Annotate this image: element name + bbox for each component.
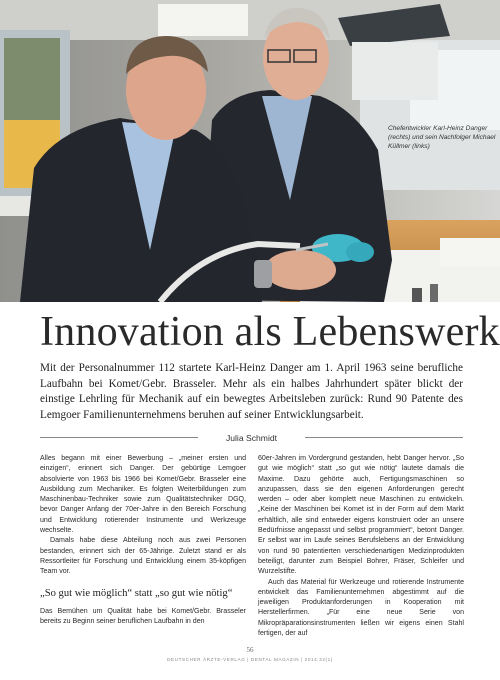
photo-caption: Chefentwickler Karl-Heinz Danger (rechts) und sein Nachfolger Michael Küllmer (links) xyxy=(388,125,496,150)
body-paragraph: 60er-Jahren im Vordergrund gestanden, hebt Danger hervor. „So gut wie möglich“ statt „so gut wie nötig“ lautete damals die Maxime. Dazu gehörte auch, Fertigungsmaschinen so anzupassen, dass sie den eigenen Anforderungen gerecht werden – oder aber komplett neue Maschinen zu entwickeln. „Keine der Maschinen bei Komet ist in der Form auf dem Markt erhältlich, alle sind entweder eigens konstruiert oder an unsere Bedürfnisse angepasst und selbst programmiert“, betont Danger. Er selbst war im Laufe seines Berufslebens an der Entwicklung von rund 90 patentierten verschiedenartigen Medizinprodukten beteiligt, darunter zum Beispiel Bohrer, Fräser, Schleifer und Wurzelstifte. xyxy=(258,455,464,576)
body-column-right xyxy=(258,454,464,639)
page-number: 56 xyxy=(246,646,254,654)
article-photo xyxy=(0,0,500,302)
body-paragraph: Das Bemühen um Qualität habe bei Komet/Gebr. Brasseler bereits zu Beginn seiner beruflichen Laufbahn in den xyxy=(40,607,246,625)
page-footer: DEUTSCHER ÄRZTE-VERLAG | DENTAL MAGAZIN | 2014;32(1) xyxy=(167,657,333,662)
section-subheading: „So gut wie möglich“ statt „so gut wie nötig“ xyxy=(40,587,233,599)
author-byline: Julia Schmidt xyxy=(225,433,278,443)
body-paragraph: Alles begann mit einer Bewerbung – „meiner ersten und einzigen“, erinnert sich Danger. Der gebürtige Lemgoer absolvierte von 1963 bis 1966 bei Komet/Gebr. Brasseler eine Ausbildung zum Mechaniker. Es folgten Weiterbildungen zum Maschinenbau-Techniker sowie zum Qualitätstechniker DGQ, bevor Danger Anfang der 70er-Jahre in den Bereich Forschung und Entwicklung rotierender Instrumente und Werkzeuge wechselte. xyxy=(40,455,246,535)
body-column-left xyxy=(40,454,246,627)
body-paragraph: Auch das Material für Werkzeuge und rotierende Instrumente entwickelt das Familienunternehmen abgestimmt auf die jeweiligen Produktanforderungen in Kooperation mit Herstellerfirmen. „Für eine neue Serie von Mikropräparationsinstrumenten ließen wir eigens einen Stahl fertigen, der auf xyxy=(258,578,464,638)
byline-rule-right xyxy=(305,437,463,438)
byline-rule-left xyxy=(40,437,198,438)
article-lead: Mit der Personalnummer 112 startete Karl-Heinz Danger am 1. April 1963 seine berufliche Laufbahn bei Komet/Gebr. Brasseler. Mehr als ein halbes Jahrhundert später blickt der einstige Lehrling für Mechanik auf ein bewegtes Arbeitsleben zurück: Rund 90 Patente des Lemgoer Familienunternehmens beruhen auf seiner Entwicklungsarbeit. xyxy=(40,362,463,421)
byline-row xyxy=(40,431,463,445)
body-paragraph: Damals habe diese Abteilung noch aus zwei Personen bestanden, erinnert sich der 65-Jährige. Zuletzt stand er als Ressortleiter für Forschung und Entwicklung einem 35-köpfigen Team vor. xyxy=(40,537,246,576)
article-title: Innovation als Lebenswerk xyxy=(40,309,500,355)
